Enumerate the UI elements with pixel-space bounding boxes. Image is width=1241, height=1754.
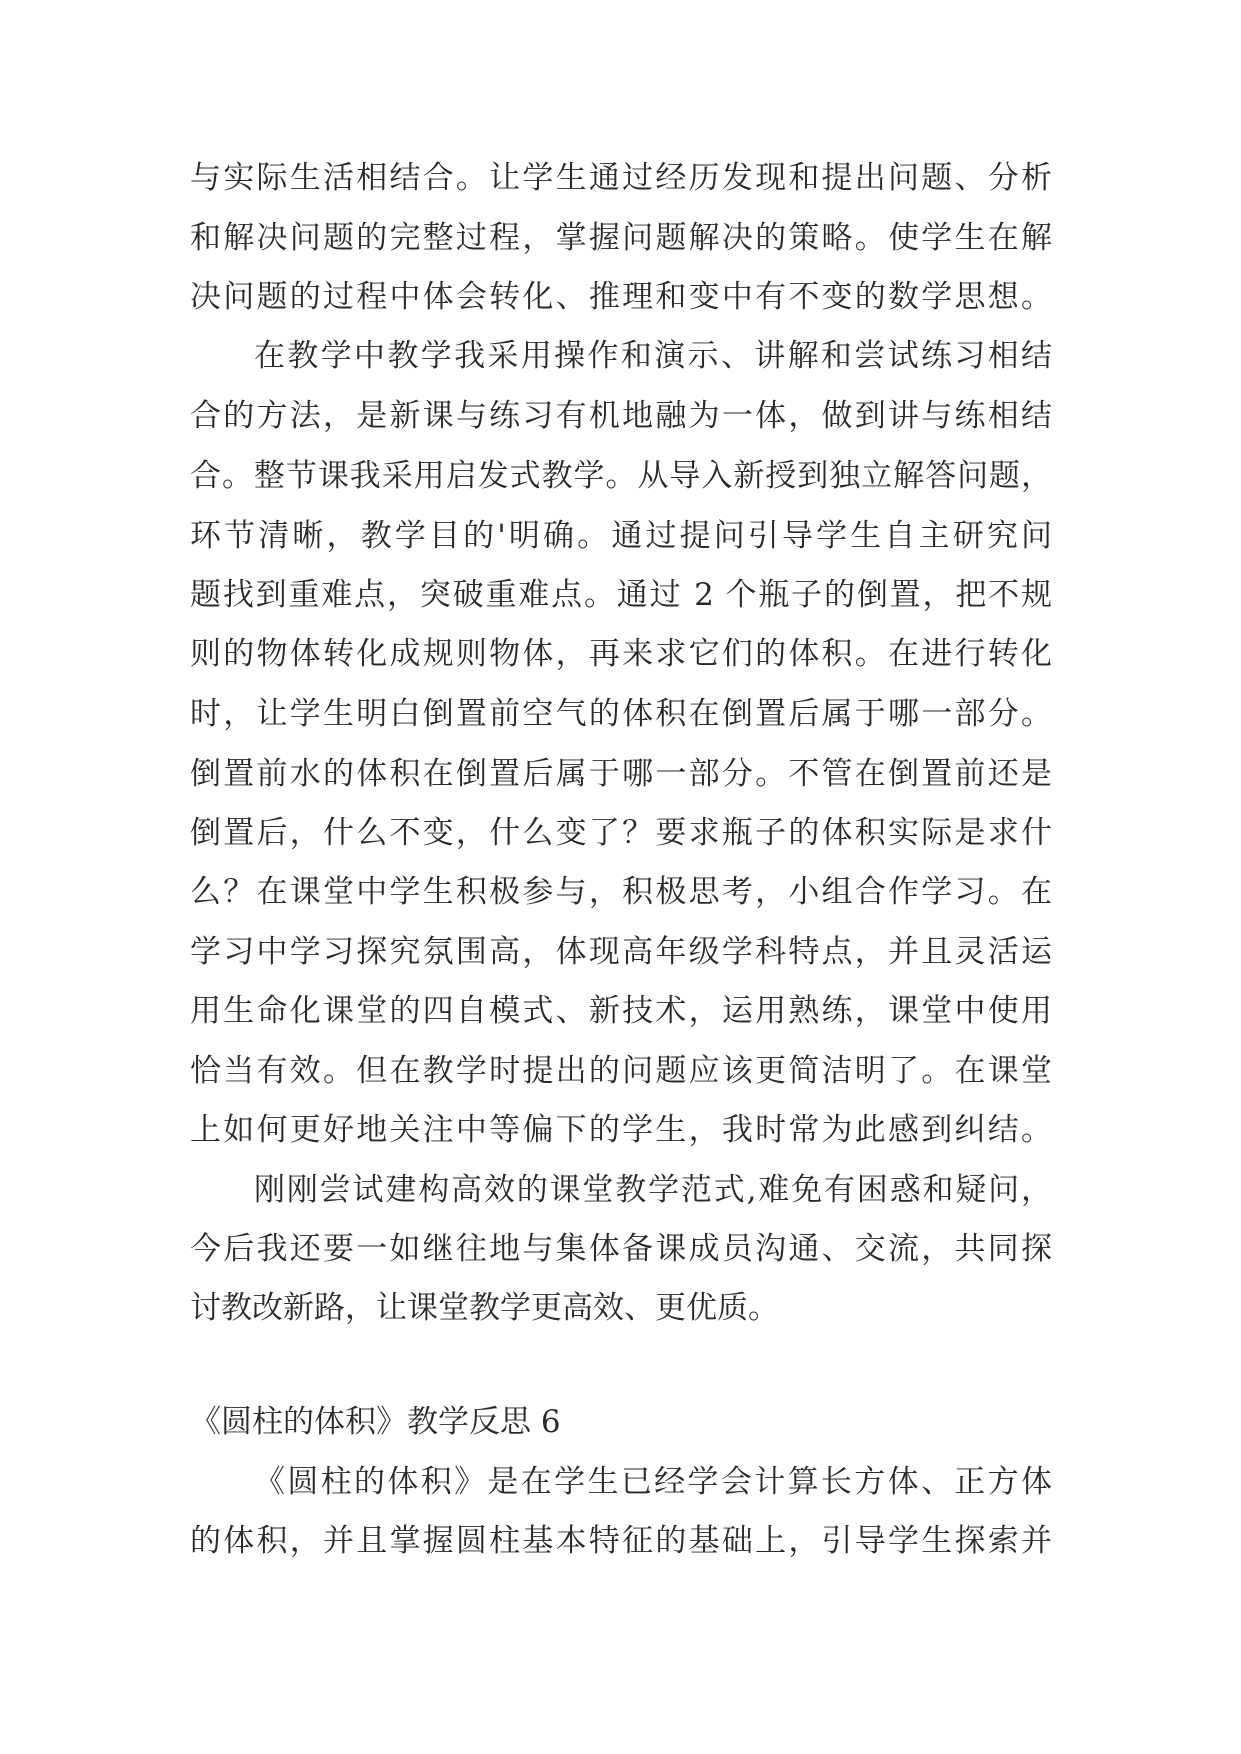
text-line: 用生命化课堂的四自模式、新技术，运用熟练，课堂中使用 [190, 993, 1052, 1029]
text-line: 今后我还要一如继往地与集体备课成员沟通、交流，共同探 [190, 1231, 1052, 1267]
text-line: 环节清晰，教学目的'明确。通过提问引导学生自主研究问 [190, 518, 1052, 554]
text-line: 《圆柱的体积》是在学生已经学会计算长方体、正方体 [254, 1464, 1052, 1500]
text-line: 时，让学生明白倒置前空气的体积在倒置后属于哪一部分。 [190, 696, 1052, 732]
text-line: 恰当有效。但在教学时提出的问题应该更简洁明了。在课堂 [190, 1053, 1052, 1089]
text-line: 则的物体转化成规则物体，再来求它们的体积。在进行转化 [190, 636, 1052, 672]
text-line: 刚刚尝试建构高效的课堂教学范式,难免有困惑和疑问， [254, 1172, 1052, 1208]
section-heading: 《圆柱的体积》教学反思 6 [190, 1404, 561, 1440]
text-line: 上如何更好地关注中等偏下的学生，我时常为此感到纠结。 [190, 1112, 1052, 1148]
text-line: 决问题的过程中体会转化、推理和变中有不变的数学思想。 [190, 279, 1052, 315]
text-line: 与实际生活相结合。让学生通过经历发现和提出问题、分析 [190, 160, 1052, 196]
text-line: 学习中学习探究氛围高，体现高年级学科特点，并且灵活运 [190, 934, 1052, 970]
text-line: 在教学中教学我采用操作和演示、讲解和尝试练习相结 [254, 338, 1052, 374]
text-line: 么？在课堂中学生积极参与，积极思考，小组合作学习。在 [190, 874, 1052, 910]
text-line: 题找到重难点，突破重难点。通过 2 个瓶子的倒置，把不规 [190, 577, 1052, 613]
text-line: 倒置前水的体积在倒置后属于哪一部分。不管在倒置前还是 [190, 756, 1052, 792]
text-line: 和解决问题的完整过程，掌握问题解决的策略。使学生在解 [190, 220, 1052, 256]
text-line: 的体积，并且掌握圆柱基本特征的基础上，引导学生探索并 [190, 1523, 1052, 1559]
text-line: 倒置后，什么不变，什么变了？要求瓶子的体积实际是求什 [190, 815, 1052, 851]
text-line: 合的方法，是新课与练习有机地融为一体，做到讲与练相结 [190, 398, 1052, 434]
text-line: 合。整节课我采用启发式教学。从导入新授到独立解答问题， [190, 458, 1052, 494]
text-line: 讨教改新路，让课堂教学更高效、更优质。 [190, 1290, 779, 1326]
